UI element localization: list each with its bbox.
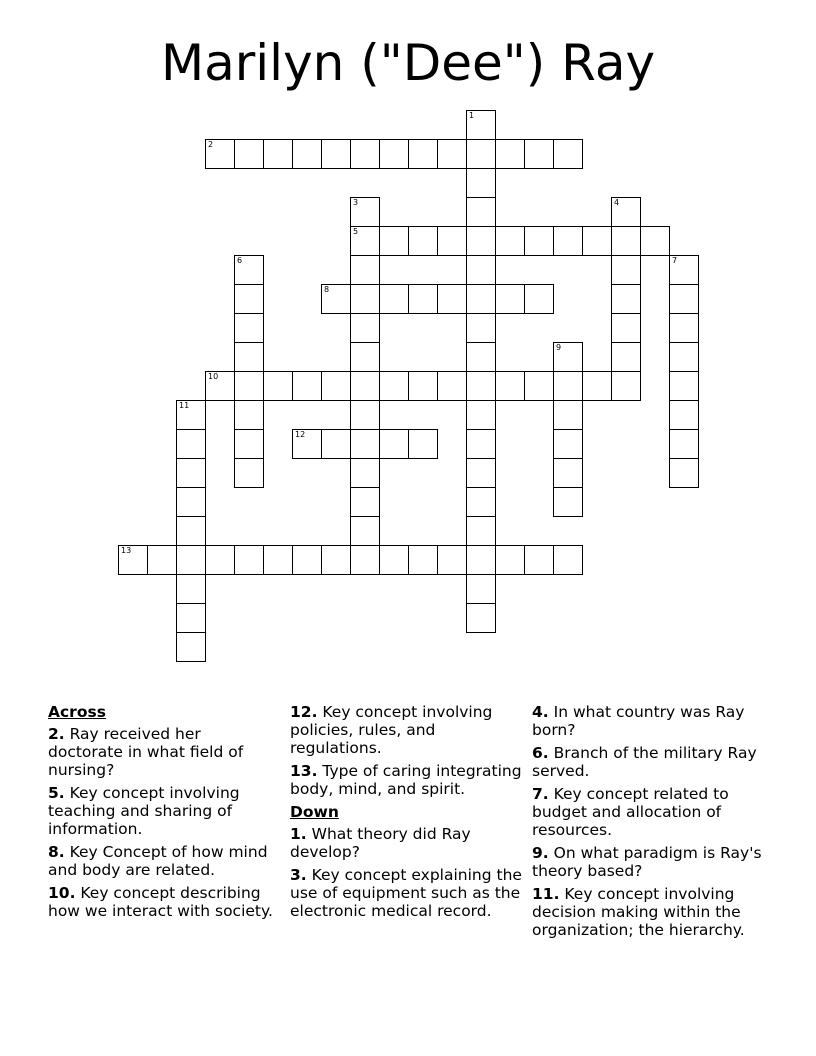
grid-cell[interactable] [176,487,206,517]
clues-column-1 [48,703,280,925]
grid-cell[interactable] [466,371,496,401]
grid-cell[interactable] [205,545,235,575]
clue-number: 4. [532,703,549,721]
grid-cell[interactable] [669,342,699,372]
grid-cell[interactable] [466,603,496,633]
clue-number: 9. [532,844,549,862]
grid-cell[interactable] [234,400,264,430]
grid-cell[interactable] [379,139,409,169]
grid-cell[interactable] [234,545,264,575]
puzzle-title: Marilyn ("Dee") Ray [160,34,656,92]
grid-cell[interactable] [611,255,641,285]
grid-cell[interactable] [176,632,206,662]
grid-cell[interactable] [553,487,583,517]
grid-cell[interactable] [524,139,554,169]
grid-cell[interactable] [437,545,467,575]
grid-cell[interactable] [524,226,554,256]
grid-cell[interactable] [466,429,496,459]
grid-cell[interactable] [408,545,438,575]
grid-cell[interactable] [466,400,496,430]
grid-cell[interactable] [466,284,496,314]
clue-number: 5. [48,784,65,802]
grid-cell[interactable] [669,458,699,488]
grid-cell[interactable] [350,255,380,285]
clue-text: Type of caring integrating body, mind, and spirit. [290,762,522,798]
grid-cell[interactable] [205,139,235,169]
clue-text: Key Concept of how mind and body are related. [48,843,268,879]
grid-cell[interactable] [350,516,380,546]
grid-cell[interactable] [292,139,322,169]
grid-cell[interactable] [466,255,496,285]
grid-cell[interactable] [350,458,380,488]
clue-number: 11. [532,885,560,903]
grid-cell[interactable] [611,313,641,343]
grid-cell[interactable] [205,371,235,401]
clue-number-label: 9 [556,343,562,352]
grid-cell[interactable] [292,429,322,459]
down-heading: Down [290,803,339,821]
down-clue-list [290,825,522,920]
clue-text: Key concept involving teaching and sharing of information. [48,784,240,838]
grid-cell[interactable] [408,429,438,459]
grid-cell[interactable] [495,139,525,169]
grid-cell[interactable] [234,255,264,285]
clue-number-label: 10 [208,372,219,381]
grid-cell[interactable] [350,545,380,575]
grid-cell[interactable] [350,139,380,169]
grid-cell[interactable] [350,284,380,314]
clue-item [290,703,522,757]
grid-cell[interactable] [524,371,554,401]
grid-cell[interactable] [350,342,380,372]
grid-cell[interactable] [495,226,525,256]
clue-number: 7. [532,785,549,803]
grid-cell[interactable] [669,255,699,285]
grid-cell[interactable] [350,487,380,517]
grid-cell[interactable] [437,371,467,401]
grid-cell[interactable] [350,313,380,343]
grid-cell[interactable] [611,197,641,227]
grid-cell[interactable] [292,545,322,575]
grid-cell[interactable] [611,226,641,256]
clue-text: Key concept describing how we interact with society. [48,884,273,920]
grid-cell[interactable] [466,487,496,517]
grid-cell[interactable] [466,342,496,372]
grid-cell[interactable] [553,139,583,169]
grid-cell[interactable] [176,458,206,488]
across-heading: Across [48,703,106,721]
grid-cell[interactable] [466,574,496,604]
grid-cell[interactable] [466,226,496,256]
grid-cell[interactable] [292,371,322,401]
clue-item [290,866,522,920]
grid-cell[interactable] [408,284,438,314]
clue-number-label: 13 [121,546,132,555]
grid-cell[interactable] [263,371,293,401]
grid-cell[interactable] [408,371,438,401]
grid-cell[interactable] [408,139,438,169]
grid-cell[interactable] [234,139,264,169]
grid-cell[interactable] [437,226,467,256]
clue-item [290,825,522,861]
grid-cell[interactable] [321,545,351,575]
grid-cell[interactable] [524,284,554,314]
grid-cell[interactable] [553,226,583,256]
grid-cell[interactable] [234,284,264,314]
grid-cell[interactable] [379,371,409,401]
grid-cell[interactable] [234,429,264,459]
grid-cell[interactable] [669,284,699,314]
grid-cell[interactable] [379,429,409,459]
grid-cell[interactable] [669,313,699,343]
clue-item [48,884,280,920]
clue-item [532,703,764,739]
grid-cell[interactable] [466,545,496,575]
grid-cell[interactable] [553,458,583,488]
grid-cell[interactable] [234,342,264,372]
clue-item [532,744,764,780]
clue-text: What theory did Ray develop? [290,825,471,861]
grid-cell[interactable] [466,110,496,140]
grid-cell[interactable] [350,197,380,227]
down-clue-list-continued [532,703,764,939]
grid-cell[interactable] [379,226,409,256]
grid-cell[interactable] [553,342,583,372]
clue-number: 1. [290,825,307,843]
clue-number: 3. [290,866,307,884]
clue-number: 6. [532,744,549,762]
clue-item [48,784,280,838]
grid-cell[interactable] [495,284,525,314]
grid-cell[interactable] [669,371,699,401]
clue-text: Key concept explaining the use of equipment such as the electronic medical record. [290,866,522,920]
grid-cell[interactable] [640,226,670,256]
clue-text: Key concept involving decision making within the organization; the hierarchy. [532,885,745,939]
grid-cell[interactable] [350,226,380,256]
clue-number-label: 3 [353,198,359,207]
grid-cell[interactable] [582,226,612,256]
grid-cell[interactable] [611,371,641,401]
grid-cell[interactable] [553,545,583,575]
grid-cell[interactable] [118,545,148,575]
clue-number-label: 6 [237,256,243,265]
clue-number-label: 12 [295,430,306,439]
clue-text: Ray received her doctorate in what field of nursing? [48,725,244,779]
grid-cell[interactable] [437,139,467,169]
clue-number: 12. [290,703,318,721]
grid-cell[interactable] [321,371,351,401]
grid-cell[interactable] [466,197,496,227]
grid-cell[interactable] [350,429,380,459]
grid-cell[interactable] [611,342,641,372]
grid-cell[interactable] [553,429,583,459]
grid-cell[interactable] [408,226,438,256]
grid-cell[interactable] [379,545,409,575]
clue-item [48,843,280,879]
grid-cell[interactable] [234,313,264,343]
clue-number: 8. [48,843,65,861]
clue-text: Branch of the military Ray served. [532,744,757,780]
clues-column-3 [532,703,764,944]
clue-text: Key concept related to budget and allocation of resources. [532,785,729,839]
clue-number-label: 4 [614,198,620,207]
grid-cell[interactable] [495,371,525,401]
grid-cell[interactable] [321,139,351,169]
grid-cell[interactable] [466,168,496,198]
grid-cell[interactable] [176,545,206,575]
grid-cell[interactable] [176,400,206,430]
grid-cell[interactable] [321,429,351,459]
grid-cell[interactable] [553,371,583,401]
across-clue-list [48,725,280,920]
clue-number-label: 11 [179,401,190,410]
grid-cell[interactable] [321,284,351,314]
grid-cell[interactable] [350,371,380,401]
grid-cell[interactable] [234,371,264,401]
grid-cell[interactable] [263,545,293,575]
grid-cell[interactable] [495,545,525,575]
across-clue-list-continued [290,703,522,798]
grid-cell[interactable] [466,458,496,488]
grid-cell[interactable] [553,400,583,430]
clue-number-label: 8 [324,285,330,294]
clue-item [532,885,764,939]
grid-cell[interactable] [379,284,409,314]
clue-number: 13. [290,762,318,780]
grid-cell[interactable] [350,400,380,430]
grid-cell[interactable] [466,139,496,169]
clue-number-label: 5 [353,227,359,236]
grid-cell[interactable] [437,284,467,314]
grid-cell[interactable] [611,284,641,314]
clue-item [48,725,280,779]
clue-number: 10. [48,884,76,902]
clue-item [532,844,764,880]
grid-cell[interactable] [176,516,206,546]
clue-number-label: 2 [208,140,214,149]
grid-cell[interactable] [234,458,264,488]
clue-number-label: 1 [469,111,475,120]
grid-cell[interactable] [466,516,496,546]
clues-column-2 [290,703,522,925]
clue-item [532,785,764,839]
grid-cell[interactable] [669,429,699,459]
clue-number: 2. [48,725,65,743]
grid-cell[interactable] [176,429,206,459]
clue-number-label: 7 [672,256,678,265]
grid-cell[interactable] [669,400,699,430]
grid-cell[interactable] [147,545,177,575]
grid-cell[interactable] [582,371,612,401]
grid-cell[interactable] [176,574,206,604]
grid-cell[interactable] [524,545,554,575]
clue-text: Key concept involving policies, rules, and regulations. [290,703,493,757]
grid-cell[interactable] [263,139,293,169]
clue-text: In what country was Ray born? [532,703,745,739]
clue-text: On what paradigm is Ray's theory based? [532,844,762,880]
clue-item [290,762,522,798]
grid-cell[interactable] [176,603,206,633]
grid-cell[interactable] [466,313,496,343]
